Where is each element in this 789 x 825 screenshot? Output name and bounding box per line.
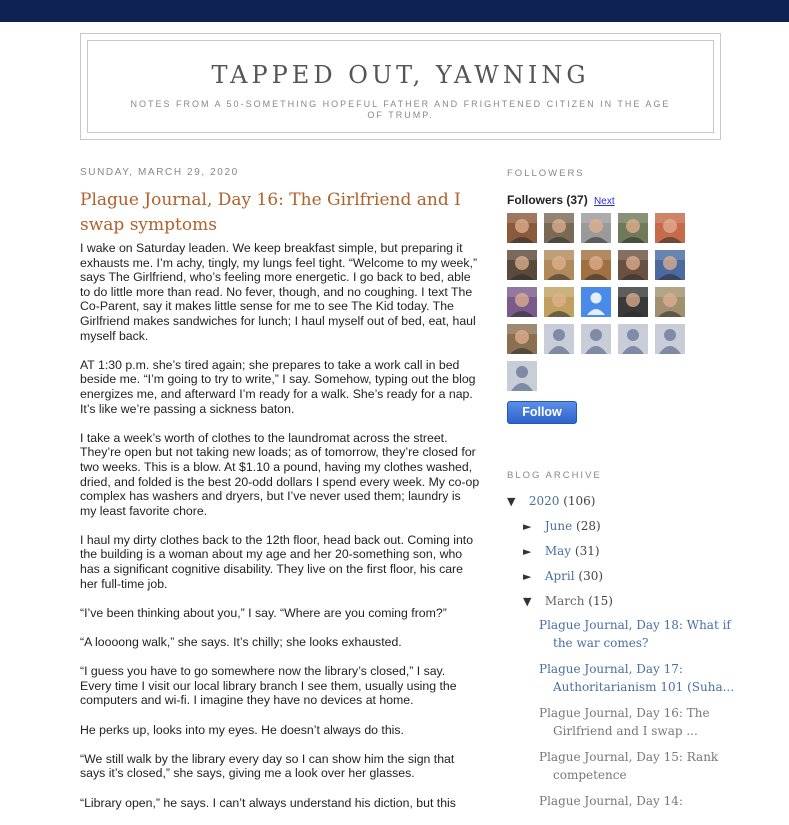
follow-button[interactable]: Follow [507,401,577,424]
avatar [655,250,685,280]
avatar [507,250,537,280]
follower-avatar[interactable] [655,287,685,317]
default-avatar-icon [544,324,574,354]
post-paragraph: “We still walk by the library every day so I can show him the sign that says it’s closed,” she says, giving me a look over her glasses. [80,751,455,781]
follower-avatar[interactable] [655,213,685,243]
expand-triangle-icon[interactable]: ► [523,570,532,583]
follower-avatar[interactable] [618,324,648,354]
archive-year-count: (106) [563,494,596,508]
archive-month-link[interactable]: May [544,544,572,558]
archive-post-link[interactable] [539,704,747,740]
follower-avatar[interactable] [618,287,648,317]
archive-month-count: (30) [578,569,604,583]
follower-avatar[interactable] [544,324,574,354]
archive-month-count: (31) [574,544,600,558]
archive-post-title-line2[interactable]: the war comes? [553,636,649,650]
archive-year-2020[interactable] [507,489,747,514]
post-paragraph: I take a week’s worth of clothes to the laundromat across the street. They’re open but not taking new loads; as of tomorrow, they’re closed for two weeks. This is a blow. At $1.10 a pound, having my clothes washed, dried, and folded is the best 20-odd dollars I spend every week. My co-op complex has washers and dryers, but I’ve never used them; laundry is my least favorite chore. [80,430,480,518]
archive-post-title-line2[interactable]: Girlfriend and I swap ... [553,724,698,738]
avatar [618,287,648,317]
expand-triangle-icon[interactable]: ► [523,545,532,558]
top-navbar [0,0,789,22]
blog-archive [507,489,747,810]
avatar [581,287,611,317]
blog-description: NOTES FROM A 50-SOMETHING HOPEFUL FATHER AND FRIGHTENED CITIZEN IN THE AGE OF TRUMP. [130,99,671,120]
blog-header [80,33,721,140]
archive-post-title-line1[interactable]: Plague Journal, Day 15: Rank [539,750,719,764]
default-avatar-icon [507,361,537,391]
follower-avatar[interactable] [618,250,648,280]
follower-avatar[interactable] [581,250,611,280]
followers-count-line [507,193,747,207]
archive-post-title-line2[interactable]: competence [553,768,627,782]
expand-triangle-icon[interactable]: ► [523,520,532,533]
post-title[interactable]: Plague Journal, Day 16: The Girlfriend and I swap symptoms [80,190,461,235]
follower-avatar[interactable] [544,287,574,317]
post-paragraph: “Library open,” he says. I can’t always understand his diction, but this [80,795,456,810]
post-paragraph: “I guess you have to go somewhere now the library’s closed,” I say. Every time I visit our local library branch I see them, usually using the computers and wi-fi. I imagine they have no devices at home. [80,664,457,708]
archive-month-count: (15) [588,594,613,608]
archive-month-april[interactable] [507,564,747,589]
archive-post-title-line1[interactable]: Plague Journal, Day 14: [539,794,683,808]
sidebar [507,160,747,818]
follower-avatar[interactable] [507,250,537,280]
follower-avatar[interactable] [507,287,537,317]
avatar [507,213,537,243]
archive-post-list [539,616,747,810]
archive-post-link[interactable] [539,792,747,810]
post-paragraph: “I’ve been thinking about you,” I say. “Where are you coming from?” [80,605,447,620]
follower-avatar[interactable] [507,361,537,391]
follower-avatar[interactable] [655,250,685,280]
follower-avatar[interactable] [544,213,574,243]
follower-avatar[interactable] [507,213,537,243]
archive-month-link[interactable]: June [544,519,573,533]
avatar [618,250,648,280]
archive-post-title-line1[interactable]: Plague Journal, Day 17: [539,662,683,676]
archive-post-title-line1[interactable]: Plague Journal, Day 16: The [539,706,710,720]
collapse-triangle-icon[interactable]: ▼ [507,495,516,508]
archive-post-link[interactable] [539,616,747,652]
archive-month-link[interactable]: April [544,569,575,583]
avatar [581,213,611,243]
blog-header-inner [87,40,714,133]
post-paragraph: I wake on Saturday leaden. We keep breakfast simple, but preparing it exhausts me. I’m achy, tingly, my lungs feel tight. “Welcome to my week,” says The Girlfriend, who’s feeling more energetic. I go back to bed, able to do little more than read. No fever, though, and no coughing. I text The Co-Parent, say it makes little sense for me to see The Kid today. The Girlfriend makes sandwiches for lunch; I haul myself out of bed, eat, haul myself back. [80,241,478,343]
avatar [507,287,537,317]
collapse-triangle-icon[interactable]: ▼ [523,595,532,608]
archive-month-link[interactable]: March [544,594,585,608]
follower-avatar[interactable] [507,324,537,354]
default-avatar-icon [581,324,611,354]
post-paragraph: “A loooong walk,” she says. It’s chilly; she looks exhausted. [80,635,402,650]
blog-title[interactable]: TAPPED OUT, YAWNING [211,61,590,89]
post-paragraph: I haul my dirty clothes back to the 12th floor, head back out. Coming into the building is a woman about my age and her 20-something son, who has a significant cognitive disability. They live on the first floor, his care her full-time job. [80,532,474,591]
archive-post-link[interactable] [539,660,747,696]
main-column [80,160,480,825]
archive-heading: BLOG ARCHIVE [507,470,602,481]
avatar [655,287,685,317]
follower-avatar[interactable] [581,213,611,243]
followers-next-link[interactable]: Next [594,196,615,207]
archive-month-june[interactable] [507,514,747,539]
archive-month-may[interactable] [507,539,747,564]
post-date: SUNDAY, MARCH 29, 2020 [80,167,239,178]
avatar [544,287,574,317]
follower-avatar[interactable] [544,250,574,280]
avatar [581,250,611,280]
follower-avatar[interactable] [618,213,648,243]
post-paragraph: AT 1:30 p.m. she’s tired again; she prepares to take a work call in bed beside me. “I’m going to try to write,” I say. Somehow, typing out the blog energizes me, and afterward I’m ready for a walk. She’s ready for a nap. It’s like we’re passing a sickness baton. [80,357,476,416]
avatar [507,324,537,354]
default-avatar-icon [655,324,685,354]
avatar [618,213,648,243]
archive-month-count: (28) [576,519,601,533]
archive-post-title-line2[interactable]: Authoritarianism 101 (Suha... [553,680,735,694]
archive-post-title-line1[interactable]: Plague Journal, Day 18: What if [539,618,731,632]
archive-year-link[interactable]: 2020 [528,494,560,508]
avatar [544,213,574,243]
avatar [655,213,685,243]
default-avatar-icon [618,324,648,354]
followers-count: Followers (37) [507,193,588,207]
post-body [80,241,480,810]
follower-avatar[interactable] [581,324,611,354]
avatar [544,250,574,280]
archive-post-link[interactable] [539,748,747,784]
followers-heading: FOLLOWERS [507,168,585,179]
follower-avatar[interactable] [581,287,611,317]
follower-avatar[interactable] [655,324,685,354]
archive-month-march[interactable] [507,589,747,614]
post-paragraph: He perks up, looks into my eyes. He doesn’t always do this. [80,722,404,737]
followers-grid [507,213,692,391]
